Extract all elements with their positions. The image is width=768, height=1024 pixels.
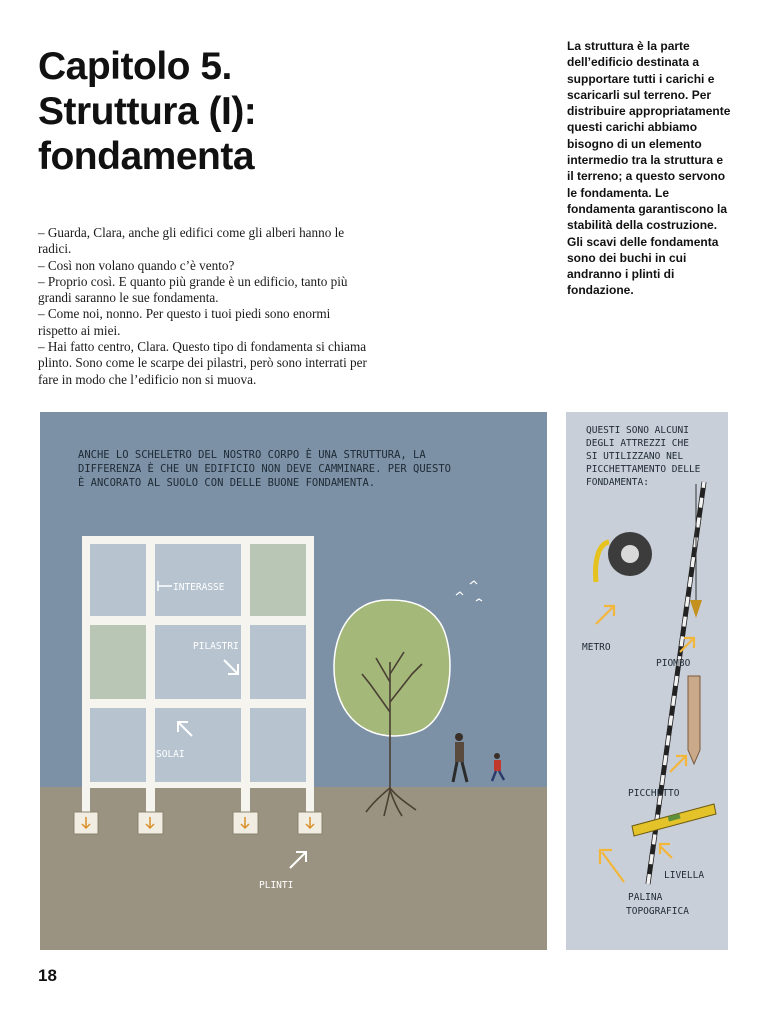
building-frame (82, 536, 314, 812)
label-solai: SOLAI (156, 749, 185, 760)
tools-illustration (566, 412, 728, 950)
chapter-title-line: Capitolo 5. (38, 45, 232, 88)
tools-caption-line: FONDAMENTA: (586, 477, 649, 488)
illustration-caption-line: È ANCORATO AL SUOLO CON DELLE BUONE FONDAMENTA. (78, 477, 376, 489)
structure-illustration (40, 412, 547, 950)
dialogue-text (38, 225, 373, 388)
chapter-title-line: Struttura (I): (38, 90, 257, 133)
label-palina: TOPOGRAFICA (626, 906, 689, 917)
stake-icon (688, 676, 700, 764)
dialogue-line: – Così non volano quando c’è vento? (38, 257, 235, 273)
label-metro: METRO (582, 642, 611, 653)
label-plinti: PLINTI (259, 880, 294, 891)
dialogue-line: – Proprio così. E quanto più grande è un edificio, tanto più grandi saranno le sue fondamenta. (38, 273, 348, 306)
ground (40, 787, 547, 950)
label-picchetto: PICCHETTO (628, 788, 680, 799)
label-livella: LIVELLA (664, 870, 705, 881)
dialogue-line: – Come noi, nonno. Per questo i tuoi piedi sono enormi rispetto ai miei. (38, 306, 331, 338)
page-number: 18 (38, 966, 57, 985)
tools-caption-line: SI UTILIZZANO NEL (586, 451, 684, 462)
tools-caption-line: PICCHETTAMENTO DELLE (586, 464, 701, 475)
label-palina: PALINA (628, 892, 663, 903)
label-pilastri: PILASTRI (193, 641, 239, 652)
tools-caption-line: QUESTI SONO ALCUNI (586, 425, 689, 436)
dialogue-line: – Guarda, Clara, anche gli edifici come gli alberi hanno le radici. (38, 225, 345, 257)
illustration-caption-line: DIFFERENZA È CHE UN EDIFICIO NON DEVE CAMMINARE. PER QUESTO (78, 463, 451, 475)
tools-caption-line: DEGLI ATTREZZI CHE (586, 438, 689, 449)
illustration-caption-line: ANCHE LO SCHELETRO DEL NOSTRO CORPO È UNA STRUTTURA, LA (78, 449, 426, 461)
dialogue-line: – Hai fatto centro, Clara. Questo tipo di fondamenta si chiama plinto. Sono come le scarpe dei pilastri, però sono interrati per fare in modo che l’edificio non si muova. (38, 339, 367, 387)
chapter-title (38, 44, 358, 179)
label-piombo: PIOMBO (656, 658, 691, 669)
chapter-title-line: fondamenta (38, 135, 255, 178)
sidebar-text: La struttura è la parte dell’edificio destinata a supportare tutti i carichi e scaricarli sul terreno. Per distribuire appropriatamente questi carichi abbiamo bisogno di un elemento intermedio tra la struttura e il terreno; a questo servono le fondamenta. Le fondamenta garantiscono la stabilità della costruzione. Gli scavi delle fondamenta sono dei buchi in cui andranno i plinti di fondazione. (567, 39, 731, 298)
label-interasse: INTERASSE (173, 582, 225, 593)
